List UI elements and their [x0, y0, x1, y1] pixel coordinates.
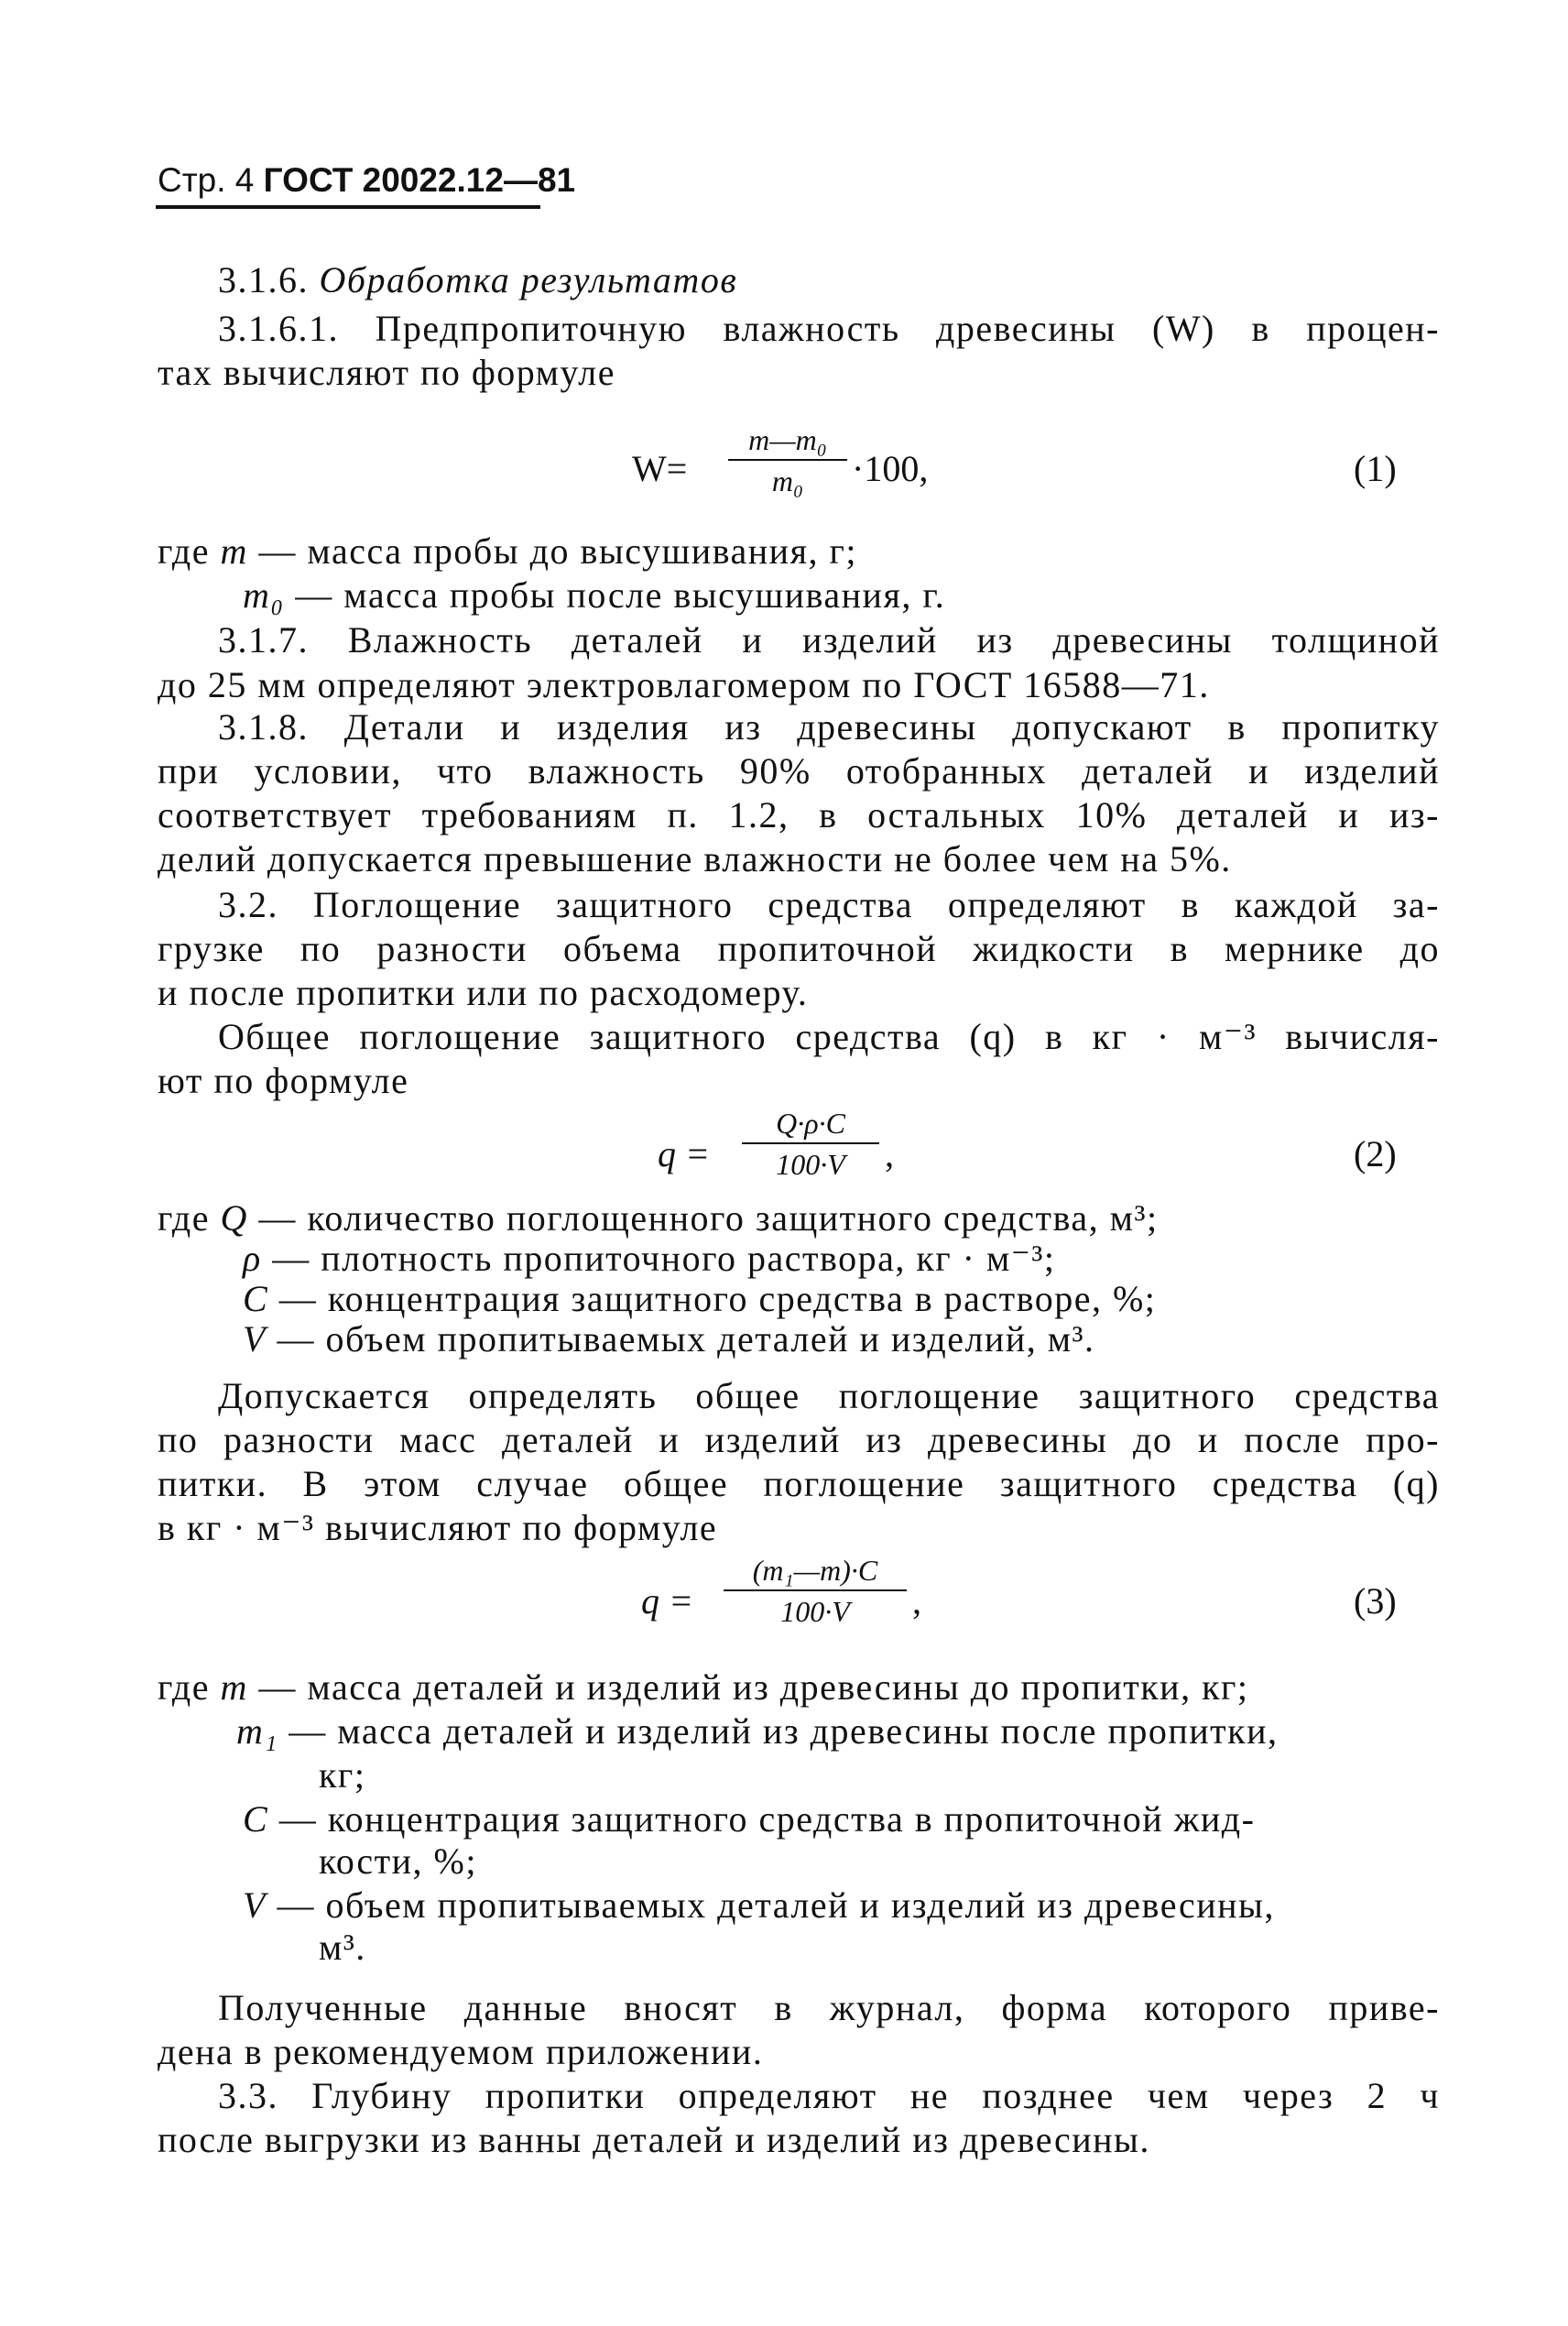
paragraph-line: дена в рекомендуемом приложении. — [158, 2031, 764, 2072]
page-number: Стр. 4 — [158, 161, 255, 199]
definition-term: V — [243, 1318, 267, 1360]
formula-1-fraction — [728, 423, 847, 498]
paragraph-line: и после пропитки или по расходомеру. — [158, 972, 809, 1013]
formula-3-lhs: q = — [641, 1580, 693, 1622]
definition-continuation: м³. — [319, 1927, 366, 1968]
fraction-bar — [742, 1142, 879, 1144]
formula-1-numerator: m—m₀ — [748, 423, 827, 456]
paragraph-line: по разности масс деталей и изделий из древесины до и после про- — [158, 1419, 1440, 1460]
definition-line: m₁ — масса деталей и изделий из древесины после пропитки, — [236, 1710, 1279, 1752]
paragraph-line: при условии, что влажность 90% отобранных деталей и изделий — [158, 750, 1440, 792]
definition-term: V — [243, 1884, 267, 1926]
section-3-1-6-heading: 3.1.6. Обработка результатов — [218, 259, 738, 300]
definition-term: m₁ — [236, 1710, 278, 1752]
formula-3-fraction — [724, 1554, 907, 1629]
paragraph-line: делий допускается превышение влажности не более чем на 5%. — [158, 838, 1232, 879]
definition-term: m — [220, 1666, 248, 1708]
definition-line: C — концентрация защитного средства в растворе, %; — [243, 1278, 1157, 1319]
paragraph-line: после выгрузки из ванны деталей и изделий из древесины. — [158, 2119, 1150, 2160]
header-rule — [156, 205, 540, 209]
formula-1-rhs: ·100, — [852, 448, 929, 489]
definition-line: где m — масса деталей и изделий из древесины до пропитки, кг; — [158, 1666, 1249, 1708]
paragraph-line: в кг · м⁻³ вычисляют по формуле — [158, 1507, 718, 1548]
definition-line: V — объем пропитываемых деталей и изделий, м³. — [243, 1318, 1095, 1360]
paragraph-line: ют по формуле — [158, 1060, 409, 1101]
formula-3-denominator: 100·V — [780, 1595, 850, 1628]
definition-line: V — объем пропитываемых деталей и изделий из древесины, — [243, 1884, 1275, 1926]
paragraph-line: 3.1.8. Детали и изделия из древесины допускают в пропитку — [218, 706, 1440, 748]
definition-line: m₀ — масса пробы после высушивания, г. — [243, 574, 946, 616]
definition-term: Q — [220, 1197, 248, 1239]
paragraph-line: 3.3. Глубину пропитки определяют не позднее чем через 2 ч — [218, 2075, 1440, 2116]
paragraph-line: Общее поглощение защитного средства (q) в кг · м⁻³ вычисля- — [218, 1016, 1440, 1057]
paragraph-line: 3.2. Поглощение защитного средства определяют в каждой за- — [218, 884, 1440, 925]
paragraph-line: тах вычисляют по формуле — [158, 352, 615, 393]
page-header — [158, 161, 575, 200]
definition-line: где m — масса пробы до высушивания, г; — [158, 530, 857, 572]
definition-continuation: кг; — [319, 1754, 366, 1796]
fraction-bar — [728, 459, 847, 461]
definition-term: C — [243, 1278, 269, 1319]
definition-term: m₀ — [243, 574, 285, 616]
paragraph-line: 3.1.7. Влажность деталей и изделий из древесины толщиной — [218, 619, 1440, 661]
formula-2-denominator: 100·V — [776, 1148, 845, 1181]
definition-continuation: кости, %; — [319, 1840, 477, 1882]
paragraph-line: грузке по разности объема пропиточной жидкости в мернике до — [158, 928, 1440, 969]
definition-term: m — [220, 530, 248, 572]
fraction-bar — [724, 1589, 907, 1591]
formula-1-denominator: m₀ — [771, 464, 804, 497]
formula-2-number: (2) — [1354, 1133, 1397, 1174]
formula-2-lhs: q = — [658, 1133, 710, 1174]
definition-line: C — концентрация защитного средства в пропиточной жид- — [243, 1798, 1256, 1840]
paragraph-line: 3.1.6.1. Предпропиточную влажность древесины (W) в процен- — [218, 308, 1440, 349]
formula-2-fraction — [742, 1107, 879, 1182]
formula-1-number: (1) — [1354, 448, 1397, 489]
paragraph-line: соответствует требованиям п. 1.2, в остальных 10% деталей и из- — [158, 794, 1440, 835]
formula-2-numerator: Q·ρ·C — [776, 1107, 845, 1140]
definition-line: ρ — плотность пропиточного раствора, кг · м⁻³; — [243, 1238, 1056, 1279]
formula-3-number: (3) — [1354, 1580, 1397, 1622]
definition-term: C — [243, 1798, 269, 1840]
formula-2-rhs: , — [885, 1133, 894, 1174]
paragraph-line: Полученные данные вносят в журнал, форма которого приве- — [218, 1987, 1440, 2028]
standard-code: ГОСТ 20022.12—81 — [263, 161, 576, 199]
formula-3-numerator: (m₁—m)·C — [752, 1554, 878, 1587]
formula-1-lhs: W= — [632, 448, 688, 489]
paragraph-line: до 25 мм определяют электровлагомером по ГОСТ 16588—71. — [158, 664, 1210, 705]
paragraph-line: питки. В этом случае общее поглощение защитного средства (q) — [158, 1463, 1440, 1504]
paragraph-line: Допускается определять общее поглощение защитного средства — [218, 1375, 1440, 1416]
definition-term: ρ — [243, 1238, 262, 1279]
definition-line: где Q — количество поглощенного защитного средства, м³; — [158, 1197, 1159, 1239]
formula-3-rhs: , — [912, 1580, 921, 1622]
